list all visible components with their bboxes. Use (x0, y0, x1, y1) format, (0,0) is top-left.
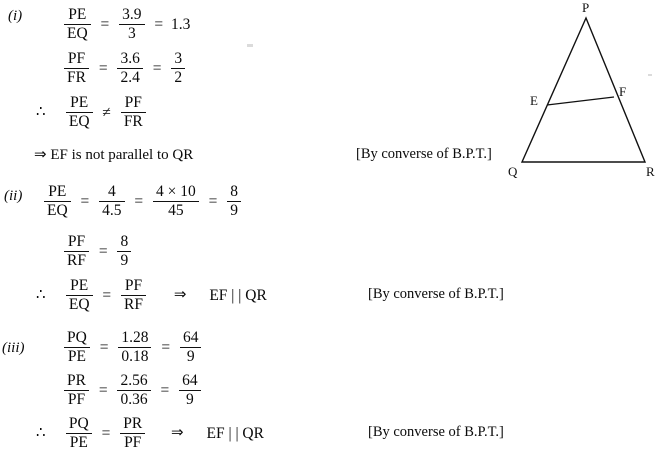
equals-sign: = (160, 382, 170, 400)
fraction-pe-eq: $\frac{PE}{EQ}$ (66, 277, 93, 315)
equals-sign: = (102, 287, 112, 305)
therefore-symbol: ∴ (36, 425, 46, 442)
vertex-label-f: F (619, 84, 627, 99)
fraction-pf-fr: $\frac{PF}{FR}$ (64, 50, 89, 88)
implies-symbol: ⇒ (173, 287, 187, 304)
equals-sign: = (134, 193, 144, 211)
fraction-pr-pf: $\frac{PR}{PF}$ (120, 415, 145, 453)
vertex-label-p: P (582, 0, 590, 15)
equals-sign: = (161, 339, 171, 357)
equation-iii-line1 (62, 329, 203, 367)
fraction-pq-pe: $\frac{PQ}{PE}$ (64, 329, 90, 367)
equation-ii-line1 (42, 183, 243, 221)
not-equals-sign: ≠ (102, 104, 111, 122)
scan-artifact (247, 44, 253, 47)
part-label-iii: (iii) (2, 340, 25, 356)
equals-sign: = (80, 193, 90, 211)
fraction-3-2: $\frac{3}{2}$ (171, 50, 185, 88)
therefore-symbol: ∴ (36, 104, 46, 121)
equals-sign: = (101, 425, 111, 443)
conclusion-ii: EF | | QR (209, 287, 267, 305)
equation-iii-line3 (36, 415, 264, 453)
fraction-36-24: $\frac{3.6}{2.4}$ (117, 50, 142, 88)
implies-symbol: ⇒ (171, 425, 184, 442)
equals-sign: = (208, 193, 218, 211)
fraction-4x10-45: $\frac{4 \times 10}{45}$ (153, 183, 199, 221)
equation-i-line1 (62, 6, 190, 44)
equation-ii-line2 (62, 233, 133, 271)
triangle-pqr-svg (480, 0, 667, 190)
fraction-pr-pf: $\frac{PR}{PF}$ (64, 372, 89, 410)
fraction-8-9: $\frac{8}{9}$ (117, 233, 131, 271)
fraction-256-036: $\frac{2.56}{0.36}$ (117, 372, 150, 410)
fraction-64-9: $\frac{64}{9}$ (179, 372, 201, 410)
note-iii-bpt: [By converse of B.P.T.] (368, 424, 504, 440)
fraction-pf-rf: $\frac{PF}{RF}$ (121, 277, 146, 315)
triangle-outline (522, 18, 645, 162)
triangle-figure (480, 0, 667, 190)
note-i-bpt: [By converse of B.P.T.] (356, 146, 492, 162)
scan-artifact (648, 74, 652, 76)
conclusion-i: ⇒ EF is not parallel to QR (34, 147, 194, 163)
equation-i-line3 (36, 94, 148, 132)
value-1-3: 1.3 (171, 16, 191, 34)
equals-sign: = (100, 16, 110, 34)
fraction-64-9: $\frac{64}{9}$ (180, 329, 202, 367)
equals-sign: = (154, 16, 164, 34)
vertex-label-r: R (646, 164, 655, 179)
vertex-label-e: E (530, 93, 538, 108)
equation-ii-line3 (36, 277, 267, 315)
equals-sign: = (98, 60, 108, 78)
therefore-symbol: ∴ (36, 287, 46, 304)
equation-iii-line2 (62, 372, 203, 410)
equals-sign: = (98, 243, 108, 261)
fraction-pe-eq: $\frac{PE}{EQ}$ (66, 94, 93, 132)
equals-sign: = (152, 60, 162, 78)
equation-i-line2 (62, 50, 187, 88)
fraction-128-018: $\frac{1.28}{0.18}$ (118, 329, 151, 367)
vertex-label-q: Q (508, 164, 518, 179)
fraction-8-9: $\frac{8}{9}$ (227, 183, 241, 221)
fraction-4-45: $\frac{4}{4.5}$ (99, 183, 124, 221)
fraction-pf-rf: $\frac{PF}{RF}$ (64, 233, 89, 271)
note-ii-bpt: [By converse of B.P.T.] (368, 286, 504, 302)
conclusion-iii: EF | | QR (206, 425, 264, 443)
fraction-pq-pe: $\frac{PQ}{PE}$ (66, 415, 92, 453)
equals-sign: = (98, 382, 108, 400)
part-label-ii: (ii) (4, 188, 23, 204)
fraction-pe-eq: $\frac{PE}{EQ}$ (64, 6, 91, 44)
fraction-pf-fr: $\frac{PF}{FR}$ (121, 94, 146, 132)
fraction-39-3: $\frac{3.9}{3}$ (119, 6, 144, 44)
equals-sign: = (99, 339, 109, 357)
fraction-pe-eq: $\frac{PE}{EQ}$ (44, 183, 71, 221)
segment-ef (547, 97, 614, 105)
part-label-i: (i) (8, 8, 23, 24)
